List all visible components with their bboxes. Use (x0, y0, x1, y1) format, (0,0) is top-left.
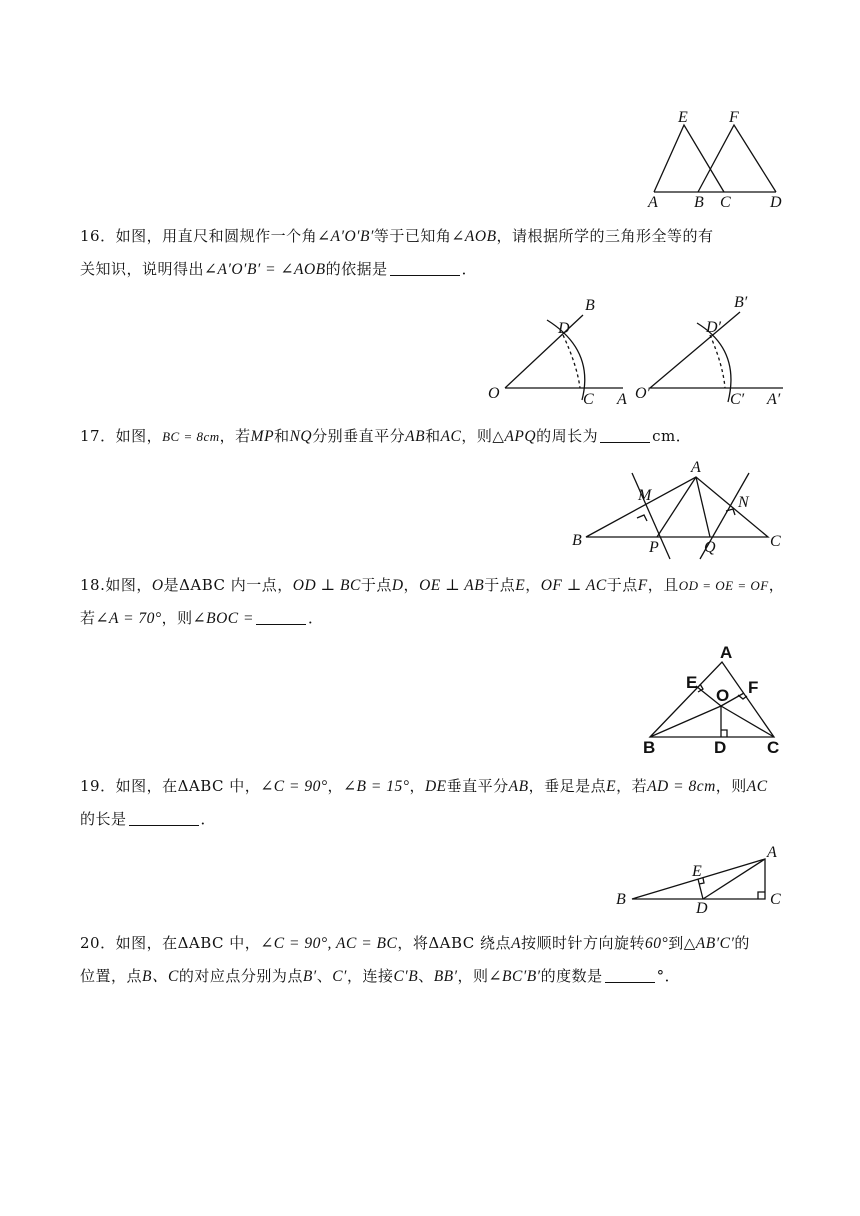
q20-text: 到△ (668, 934, 696, 952)
q17-text: 分别垂直平分 (312, 427, 406, 445)
q19-angle-b: ∠B = 15° (343, 778, 410, 795)
q19-text: 如图，在ΔABC 中， (115, 777, 261, 795)
label-a: A (617, 391, 627, 408)
ray-ob (505, 315, 583, 388)
q20-bc: B、C (142, 968, 179, 985)
q20-text: 如图，在ΔABC 中， (115, 934, 261, 952)
q20-b-prime: B′ (302, 968, 317, 985)
segment-ap (657, 477, 696, 537)
label-a: A (648, 194, 658, 211)
q17-nq: NQ (289, 428, 313, 445)
segment-ad (703, 859, 765, 899)
q17-answer-blank (600, 426, 650, 443)
right-angle-m (637, 515, 647, 521)
q18-text: ，且 (647, 576, 679, 594)
q16-text: 的依据是 (325, 260, 388, 278)
dashed-cd (563, 335, 580, 388)
q16-answer-blank (390, 259, 460, 276)
q19-text: 垂直平分 (446, 777, 509, 795)
q17-text: ，则△ (461, 427, 505, 445)
q17-text: ，若 (219, 427, 251, 445)
label-d: D (558, 320, 570, 337)
q18-number: 18. (80, 576, 106, 594)
label-o-prime: O′ (635, 385, 651, 402)
label-c: C (720, 194, 731, 211)
q18-text: 于点 (606, 576, 638, 594)
q20-text: 的度数是 (540, 967, 603, 985)
label-b: B (616, 891, 626, 908)
q17-text: 和 (425, 427, 441, 445)
q17-mp: MP (250, 428, 275, 445)
q17-text: 的周长为 (536, 427, 599, 445)
q20-text: 按顺时针方向旋转 (521, 934, 646, 952)
q20-text: ，将ΔABC 绕点 (397, 934, 512, 952)
q18-of: OF ⊥ AC (540, 577, 607, 594)
q18-angle-a: ∠A = 70° (95, 610, 162, 627)
label-b: B (572, 532, 582, 549)
q20-degree: 60° (645, 935, 669, 952)
question-17 (80, 420, 790, 453)
q18-text: ， (403, 576, 420, 594)
label-a: A (720, 643, 733, 662)
q20-condition: ∠C = 90°, AC = BC (260, 935, 398, 952)
label-d-prime: D′ (706, 319, 722, 336)
q17-number: 17． (80, 427, 116, 445)
q19-text: ， (327, 777, 344, 795)
q20-text: 、 (418, 967, 434, 985)
right-angle-d (721, 730, 727, 737)
q17-ab: AB (405, 428, 426, 445)
q20-text: 、 (316, 967, 333, 985)
label-f: F (729, 109, 739, 126)
question-18 (80, 569, 790, 635)
label-b: B (585, 297, 595, 314)
label-e: E (692, 863, 702, 880)
ray-o2b2 (650, 312, 740, 388)
label-p: P (649, 539, 659, 556)
q17-apq: APQ (504, 428, 537, 445)
triangle-abe (654, 125, 724, 192)
q19-text: ． (200, 810, 217, 828)
label-c: C (583, 391, 594, 408)
q16-text: 关知识，说明得出 (80, 260, 205, 278)
label-o: O (716, 686, 730, 705)
q19-text: ，则 (715, 777, 747, 795)
q19-ab: AB (508, 778, 529, 795)
right-angle-c (758, 892, 765, 899)
q18-boc: ∠BOC = (192, 610, 254, 627)
q19-answer-blank (129, 809, 199, 826)
q17-bc-eq: BC = 8cm (162, 429, 220, 444)
label-c: C (770, 891, 781, 908)
q16-number: 16． (80, 227, 116, 245)
q19-ad: AD = 8cm (647, 778, 716, 795)
segment-de (698, 879, 703, 899)
q20-text: ，则 (457, 967, 489, 985)
q20-a: A (511, 935, 522, 952)
label-d: D (696, 900, 708, 917)
q17-text: 和 (274, 427, 290, 445)
label-c: C (770, 533, 781, 550)
label-a: A (691, 459, 701, 476)
q18-answer-blank (256, 608, 306, 625)
question-20 (80, 927, 790, 993)
q19-angle-c: ∠C = 90° (260, 778, 328, 795)
q16-angle-2: ∠AOB (451, 228, 497, 245)
label-c-prime: C′ (730, 391, 745, 408)
label-f: F (748, 678, 759, 697)
q20-number: 20． (80, 934, 116, 952)
label-c: C (767, 738, 780, 757)
question-19 (80, 770, 790, 836)
q18-text: 于点 (484, 576, 516, 594)
label-e: E (686, 673, 698, 692)
q16-equation: ∠A′O′B′ = ∠AOB (204, 261, 326, 278)
q20-cb: C′B (393, 968, 419, 985)
q20-text: 的 (734, 934, 750, 952)
q16-angle-1: ∠A′O′B′ (317, 228, 374, 245)
label-d: D (770, 194, 782, 211)
q18-text: 如图， (105, 576, 152, 594)
label-b-prime: B′ (734, 294, 748, 311)
figure-q19 (612, 842, 790, 917)
q18-e: E (515, 577, 526, 594)
label-e: E (678, 109, 688, 126)
q20-angle: ∠BC′B′ (488, 968, 541, 985)
label-a-prime: A′ (767, 391, 781, 408)
q18-d: D (391, 577, 404, 594)
segment-bo (650, 706, 721, 737)
q20-text: 的对应点分别为点 (178, 967, 303, 985)
q18-oe: OE ⊥ AB (419, 577, 485, 594)
triangle-cdf (698, 125, 776, 192)
q18-o: O (151, 577, 164, 594)
label-b: B (694, 194, 704, 211)
q20-c-prime: C′ (332, 968, 347, 985)
label-a: A (767, 844, 777, 861)
q17-unit: cm． (652, 427, 692, 445)
q19-number: 19． (80, 777, 116, 795)
label-o: O (488, 385, 500, 402)
q20-ab2c2: AB′C′ (695, 935, 735, 952)
q20-text: °． (656, 967, 681, 985)
q20-text: ，连接 (346, 967, 394, 985)
q18-od: OD ⊥ BC (292, 577, 361, 594)
q19-e: E (606, 778, 617, 795)
figure-q17 (568, 455, 783, 560)
label-d: D (714, 738, 727, 757)
label-b: B (643, 738, 656, 757)
label-q: Q (704, 539, 716, 556)
q18-eq: OD = OE = OF (678, 578, 769, 593)
figure-q18 (640, 640, 790, 760)
q19-ac: AC (746, 778, 768, 795)
figure-q15 (640, 105, 790, 210)
segment-co (721, 706, 774, 737)
q17-ac: AC (440, 428, 462, 445)
figure-q16 (485, 290, 790, 415)
question-16 (80, 220, 790, 286)
segment-aq (696, 477, 710, 537)
q19-text: 的长是 (80, 810, 127, 828)
q18-text: ， (768, 576, 785, 594)
label-n: N (738, 494, 749, 511)
q18-text: ， (525, 576, 541, 594)
q16-text: 如图，用直尺和圆规作一个角 (115, 227, 318, 245)
q19-de: DE (424, 778, 447, 795)
q20-answer-blank (605, 966, 655, 983)
q18-text: ． (307, 609, 324, 627)
q19-text: ，若 (616, 777, 648, 795)
q19-text: ， (409, 777, 425, 795)
q18-f: F (637, 577, 648, 594)
q19-text: ，垂足是点 (528, 777, 607, 795)
q16-text: ． (461, 260, 478, 278)
label-m: M (638, 487, 652, 504)
q18-text: 于点 (360, 576, 392, 594)
q20-text: 位置，点 (80, 967, 143, 985)
q17-text: 如图， (115, 427, 163, 445)
q18-text: 是ΔABC 内一点， (163, 576, 293, 594)
q18-text: ，则 (161, 609, 193, 627)
q20-bb: BB′ (433, 968, 458, 985)
dashed-c2d2 (710, 335, 725, 388)
q16-text: ，请根据所学的三角形全等的有 (496, 227, 714, 245)
q16-text: 等于已知角 (373, 227, 452, 245)
q18-text: 若 (80, 609, 96, 627)
